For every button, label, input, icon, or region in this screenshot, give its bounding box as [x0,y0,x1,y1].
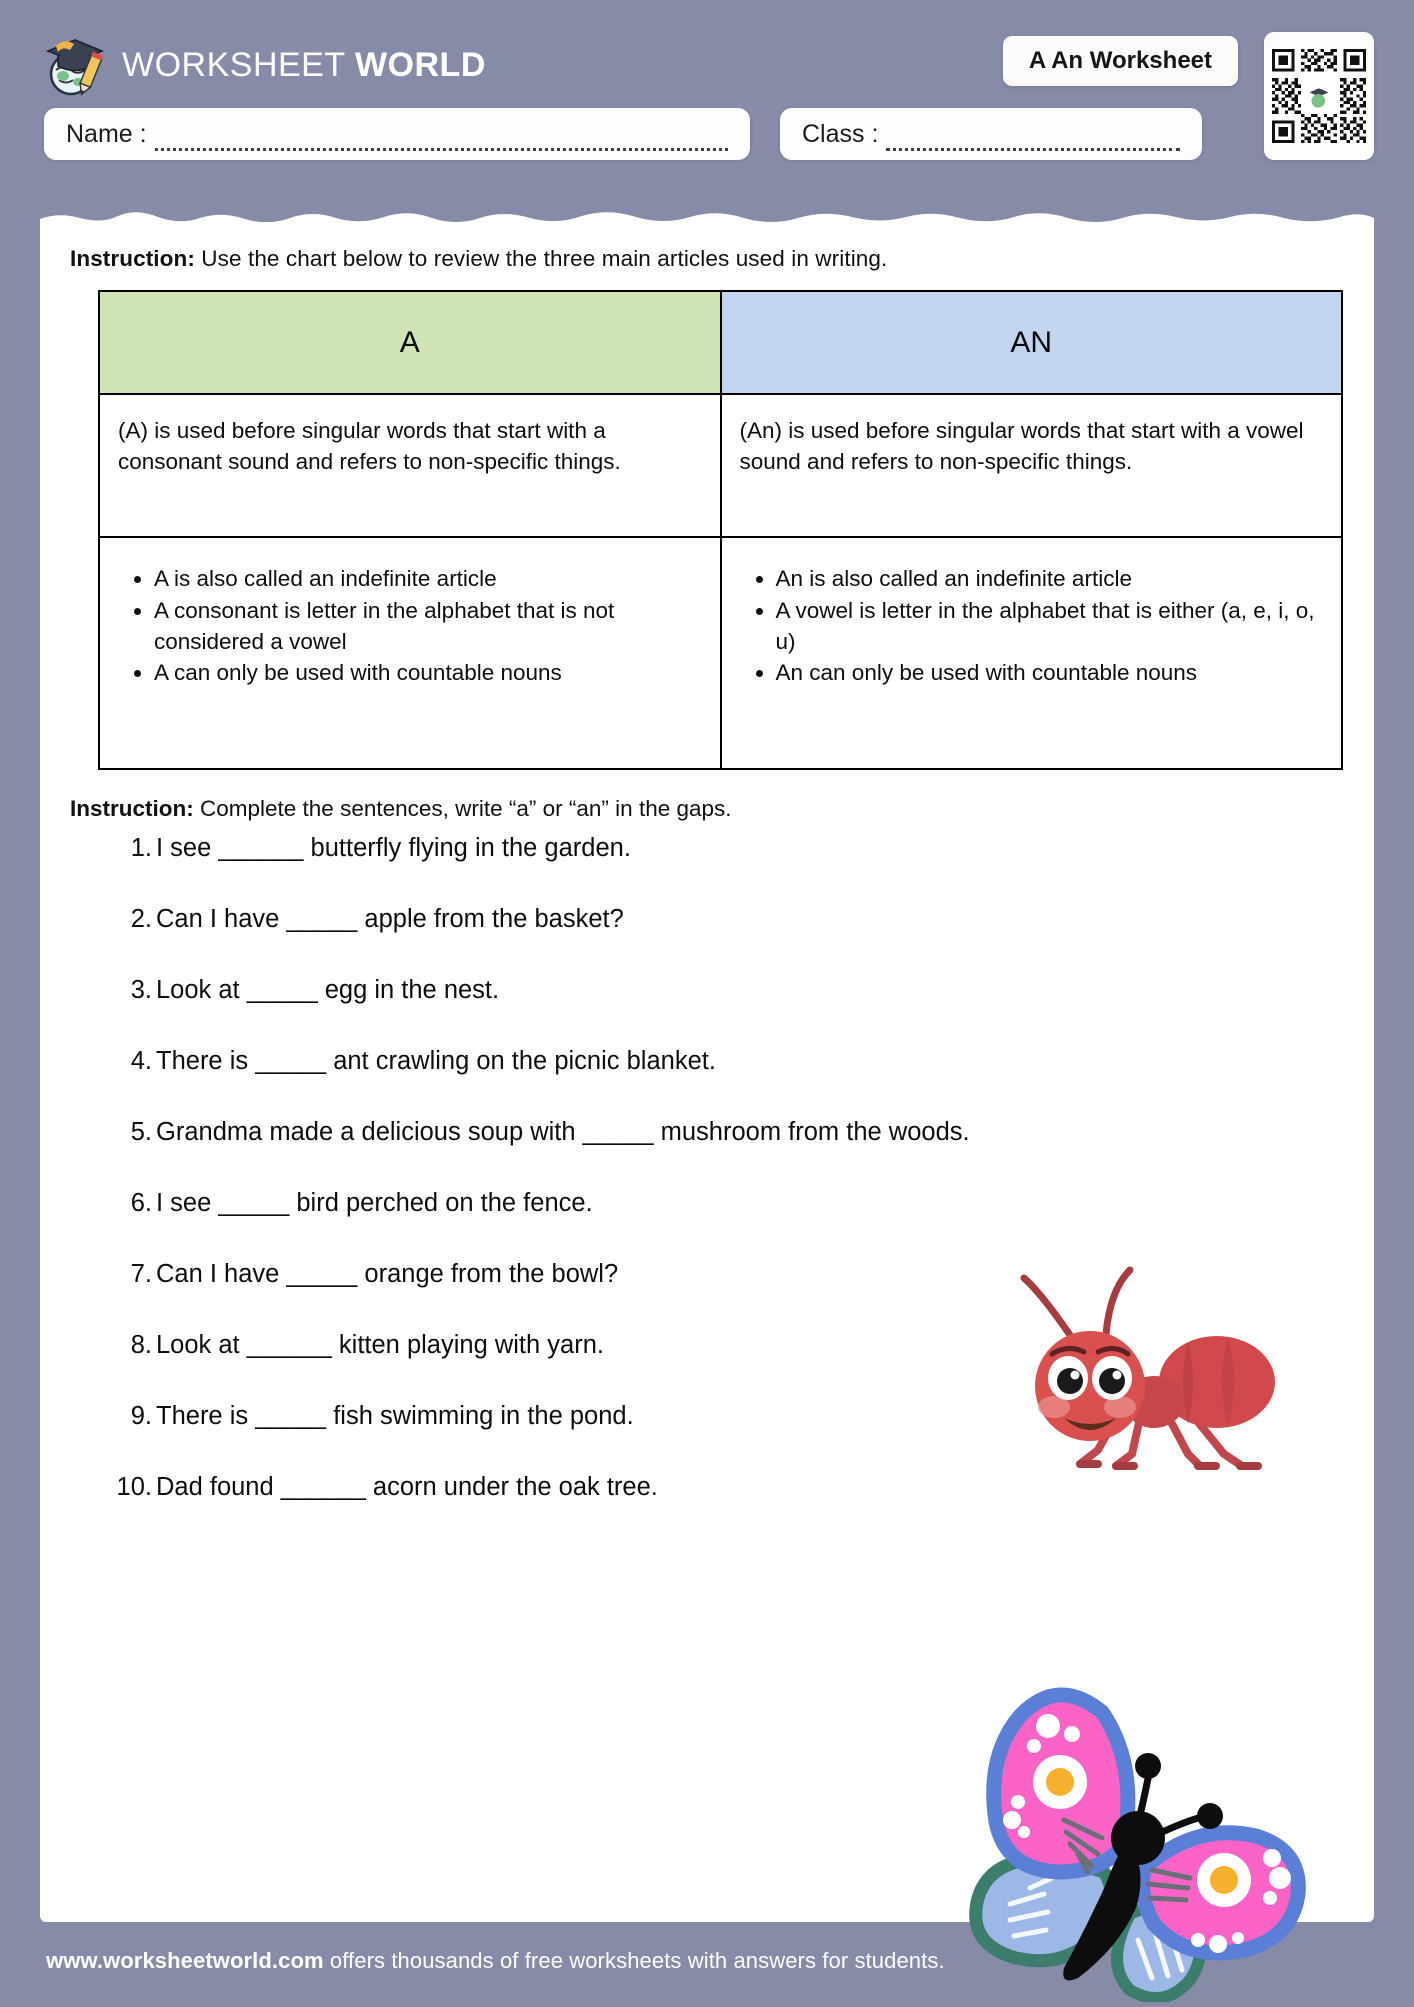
question-number: 1. [130,834,152,862]
qr-code[interactable] [1264,32,1374,160]
question-number: 2. [130,904,152,933]
question-text[interactable]: Can I have _____ apple from the basket? [156,904,624,933]
list-item: • An can only be used with countable nouns [776,658,1324,689]
footer-tagline: offers thousands of free worksheets with answers for students. [323,1948,945,1973]
question-text[interactable]: Grandma made a delicious soup with _____ mushroom from the woods. [156,1117,970,1146]
class-field-label: Class : [802,119,879,148]
question-number: 9. [130,1401,152,1430]
instruction-2 [70,796,1346,822]
question-row[interactable] [112,1472,1346,1506]
brand-row [0,0,1414,100]
question-row[interactable] [112,904,1346,938]
torn-paper-edge [40,202,1374,226]
bullets-an-cell [721,537,1343,769]
class-field[interactable] [780,108,1202,160]
bullets-a-cell [99,537,721,769]
name-field[interactable] [44,108,750,160]
table-header-row [99,291,1342,394]
question-text[interactable]: I see _____ bird perched on the fence. [156,1188,593,1217]
table-header-a: A [99,291,721,394]
worksheet-title-badge: A An Worksheet [1003,36,1238,86]
question-number: 6. [130,1188,152,1217]
question-row[interactable] [112,1330,1346,1364]
instruction-1 [70,246,1346,272]
question-text[interactable]: There is _____ fish swimming in the pond. [156,1401,634,1430]
list-item: • A is also called an indefinite article [154,564,702,595]
brand-title-bold: WORLD [354,45,486,84]
table-bullets-row [99,537,1342,769]
question-number: 5. [130,1117,152,1146]
question-row[interactable] [112,1259,1346,1293]
graduation-cap-globe-pencil-logo [44,32,106,98]
question-text[interactable]: Look at _____ egg in the nest. [156,975,500,1004]
question-row[interactable] [112,836,1346,867]
instruction-1-prefix: Instruction: [70,246,195,271]
question-number: 7. [130,1259,152,1288]
question-number: 4. [130,1046,152,1075]
question-number: 3. [130,975,152,1004]
list-item: • A consonant is letter in the alphabet that is not considered a vowel [154,596,702,658]
student-fields-row [0,108,1414,160]
page-header [0,0,1414,222]
question-row[interactable] [112,975,1346,1009]
question-row[interactable] [112,1401,1346,1435]
list-item: • A can only be used with countable nouns [154,658,702,689]
instruction-2-prefix: Instruction: [70,796,194,821]
question-number: 8. [130,1330,152,1359]
definition-a: (A) is used before singular words that start with a consonant sound and refers to non-specific things. [99,394,721,537]
brand-title-light: WORKSHEET [122,45,346,84]
table-header-an: AN [721,291,1343,394]
footer-text [46,1948,945,1974]
list-item: • An is also called an indefinite article [776,564,1324,595]
worksheet-sheet [40,222,1374,1922]
butterfly-illustration [952,1672,1312,2002]
question-row[interactable] [112,1117,1346,1151]
question-text[interactable]: There is _____ ant crawling on the picnic blanket. [156,1046,716,1075]
table-definition-row [99,394,1342,537]
name-field-input[interactable] [155,132,728,151]
footer-site-url[interactable]: www.worksheetworld.com [46,1948,324,1973]
question-text[interactable]: Look at ______ kitten playing with yarn. [156,1330,604,1359]
question-row[interactable] [112,1046,1346,1080]
list-item: • A vowel is letter in the alphabet that is either (a, e, i, o, u) [776,596,1324,658]
class-field-input[interactable] [886,132,1180,151]
bullets-a-list [114,564,702,689]
questions-list [68,836,1346,1506]
question-row[interactable] [112,1188,1346,1222]
articles-chart-table [98,290,1343,770]
question-text[interactable]: I see ______ butterfly flying in the garden. [156,834,631,862]
instruction-2-text: Complete the sentences, write “a” or “an” in the gaps. [193,796,732,821]
definition-an: (An) is used before singular words that start with a vowel sound and refers to non-specific things. [721,394,1343,537]
instruction-1-text: Use the chart below to review the three main articles used in writing. [194,246,888,271]
question-text[interactable]: Can I have _____ orange from the bowl? [156,1259,619,1288]
brand-title [122,46,486,85]
bullets-an-list [736,564,1324,689]
question-text[interactable]: Dad found ______ acorn under the oak tree. [156,1472,658,1501]
name-field-label: Name : [66,119,147,148]
question-number: 10. [116,1472,152,1501]
